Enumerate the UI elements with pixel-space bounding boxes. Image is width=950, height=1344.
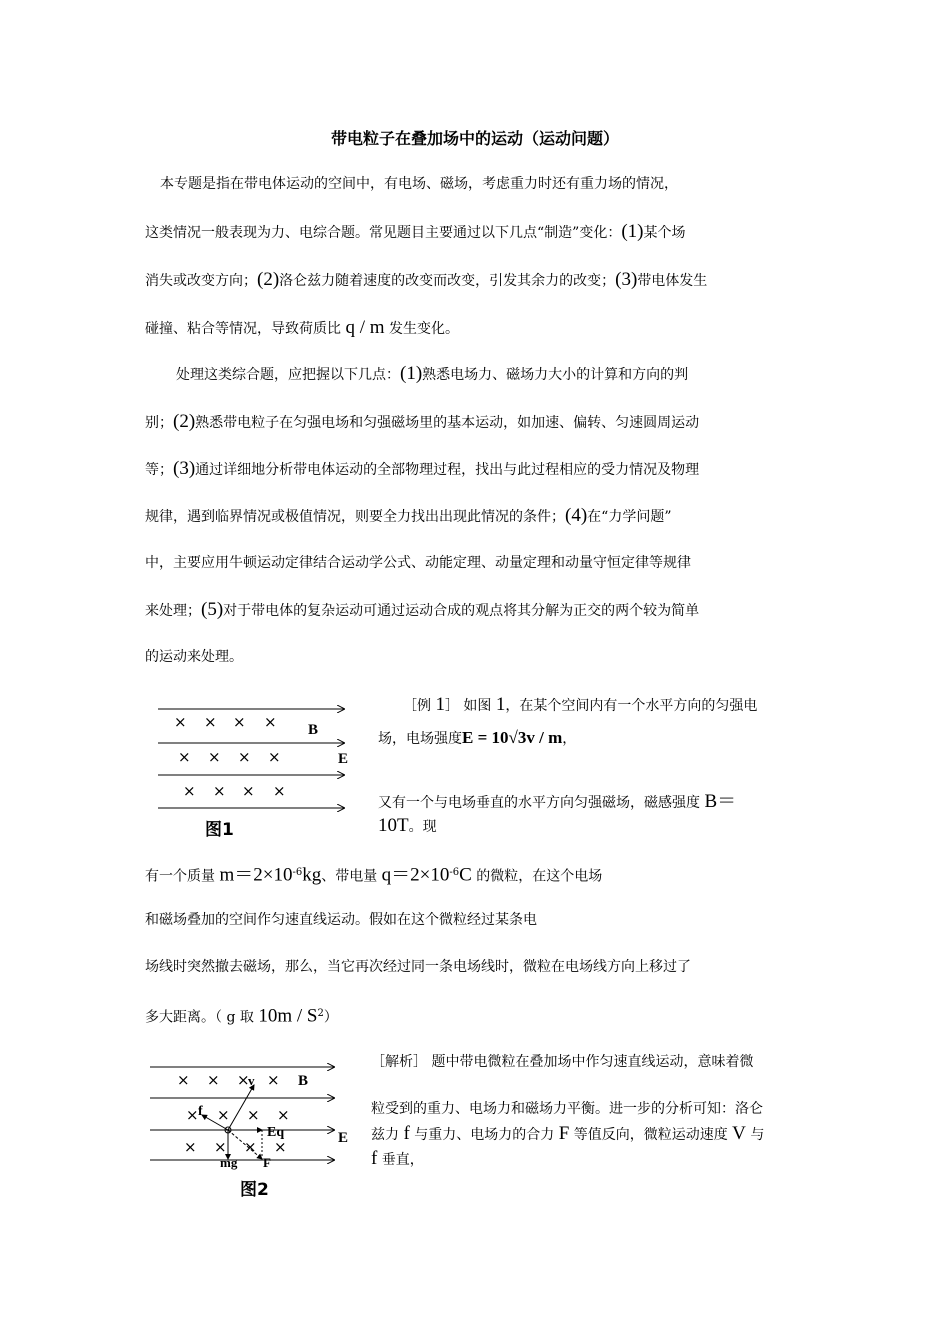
- text: 的微粒，在这个电场: [471, 868, 603, 885]
- num: V: [732, 1123, 746, 1144]
- cross-mark: ×: [242, 782, 255, 800]
- cross-mark: ×: [237, 1071, 250, 1089]
- method-line-5: [145, 553, 691, 573]
- cross-mark: ×: [204, 713, 217, 731]
- example-line-2: [378, 728, 576, 749]
- num: (4): [565, 505, 588, 526]
- text: ［解析］ 题中带电微粒在叠加场中作匀速直线运动，意味着微: [371, 1054, 754, 1070]
- page-title: 带电粒子在叠加场中的运动（运动问题）: [330, 129, 619, 148]
- num: 10m / S: [258, 1005, 318, 1027]
- cross-mark: ×: [238, 748, 251, 766]
- cross-mark: ×: [244, 1138, 257, 1156]
- analysis-line-3: [371, 1124, 764, 1145]
- num: 10T: [378, 815, 409, 836]
- text: 发生变化。: [384, 321, 459, 337]
- cross-mark: ×: [247, 1106, 260, 1124]
- num: m＝2×10: [219, 864, 293, 886]
- figure-1-diagram: [150, 695, 360, 845]
- text: 通过详细地分析带电体运动的全部物理过程，找出与此过程相应的受力情况及物理: [195, 462, 700, 478]
- figure-2-caption: 图2: [240, 1180, 269, 1200]
- label-f: f: [198, 1104, 203, 1119]
- example-line-8: [145, 1004, 338, 1028]
- text: 熟悉带电粒子在匀强电场和匀强磁场里的基本运动，如加速、偏转、匀速圆周运动: [195, 415, 700, 431]
- example-line-4: [378, 816, 437, 837]
- cross-mark: ×: [183, 782, 196, 800]
- text: 有一个质量: [145, 868, 220, 885]
- text: 规律，遇到临界情况或极值情况，则要全力找出出现此情况的条件；: [145, 509, 565, 525]
- method-line-7: [145, 647, 243, 667]
- num: (3): [173, 458, 196, 479]
- text: ［例: [403, 698, 436, 714]
- text: 在“力学问题”: [587, 509, 672, 525]
- text: 中，主要应用牛顿运动定律结合运动学公式、动能定理、动量定理和动量守恒定律等规律: [145, 555, 691, 571]
- text: 洛仑兹力随着速度的改变而改变，引发其余力的改变；: [279, 273, 616, 289]
- num: (3): [615, 269, 638, 290]
- num: (2): [257, 269, 280, 290]
- label-e: E: [338, 751, 349, 767]
- text: 与: [745, 1127, 765, 1143]
- cross-mark: ×: [274, 1138, 287, 1156]
- cross-mark: ×: [208, 748, 221, 766]
- cross-mark: ×: [178, 748, 191, 766]
- cross-mark: ×: [233, 713, 246, 731]
- method-line-2: [145, 412, 699, 433]
- text: 与重力、电场力的合力: [409, 1127, 559, 1143]
- num: (1): [621, 221, 644, 242]
- text: 熟悉电场力、磁场力大小的计算和方向的判: [422, 367, 689, 383]
- method-line-3: [145, 459, 699, 480]
- text: 。现: [408, 819, 437, 835]
- figure-2: [140, 1055, 360, 1205]
- text: 场，电场强度: [378, 731, 462, 747]
- num: (2): [173, 411, 196, 432]
- text: 消失或改变方向；: [145, 273, 257, 289]
- text: 碰撞、粘合等情况，导致荷质比: [145, 321, 346, 337]
- figure-2-diagram: [140, 1055, 360, 1205]
- text: 的运动来处理。: [145, 649, 243, 665]
- text: ］ 如图: [444, 698, 496, 714]
- num: q＝2×10: [381, 864, 450, 886]
- method-line-1: [176, 364, 688, 385]
- text: ，在某个空间内有一个水平方向的匀强电: [505, 698, 758, 714]
- label-v: v: [248, 1073, 255, 1088]
- exponent: 2: [317, 1008, 324, 1019]
- example-line-5: [145, 863, 602, 887]
- cross-mark: ×: [217, 1106, 230, 1124]
- analysis-line-1: [371, 1052, 753, 1072]
- text: 场线时突然撤去磁场，那么，当它再次经过同一条电场线时，微粒在电场线方向上移过了: [145, 959, 691, 975]
- cross-mark: ×: [268, 748, 281, 766]
- intro-line-1: [160, 174, 678, 194]
- text: 来处理；: [145, 603, 201, 619]
- num: C: [459, 864, 472, 886]
- cross-mark: ×: [207, 1071, 220, 1089]
- label-ff: F: [263, 1155, 271, 1170]
- label-e: E: [338, 1130, 349, 1146]
- num: (5): [201, 599, 224, 620]
- cross-mark: ×: [267, 1071, 280, 1089]
- text: 又有一个与电场垂直的水平方向匀强磁场，磁感强度: [378, 795, 705, 811]
- cross-mark: ×: [213, 782, 226, 800]
- intro-line-3: [145, 270, 707, 291]
- num: 1: [435, 694, 445, 715]
- figure-1: [150, 695, 360, 845]
- num: 1: [495, 694, 506, 715]
- num: f: [371, 1148, 378, 1169]
- text: 别；: [145, 415, 173, 431]
- cross-mark: ×: [277, 1106, 290, 1124]
- method-line-6: [145, 600, 699, 621]
- example-line-6: [145, 910, 537, 930]
- text: 带电体发生: [637, 273, 708, 289]
- cross-mark: ×: [273, 782, 286, 800]
- label-eq: Eq: [267, 1125, 285, 1140]
- num: f: [403, 1123, 410, 1144]
- intro-line-2: [145, 222, 685, 243]
- text: 等值反向，微粒运动速度: [569, 1127, 733, 1143]
- num: q / m: [345, 317, 385, 338]
- cross-mark: ×: [264, 713, 277, 731]
- label-mg: mg: [220, 1155, 238, 1170]
- cross-mark: ×: [177, 1071, 190, 1089]
- exponent: -6: [292, 867, 303, 878]
- text: 垂直，: [377, 1152, 424, 1168]
- text: 这类情况一般表现为力、电综合题。常见题目主要通过以下几点“制造”变化：: [145, 225, 622, 241]
- text: 和磁场叠加的空间作匀速直线运动。假如在这个微粒经过某条电: [145, 912, 537, 928]
- text: 粒受到的重力、电场力和磁场力平衡。进一步的分析可知：洛仑: [371, 1101, 763, 1117]
- example-line-3: [378, 792, 736, 813]
- text: 对于带电体的复杂运动可通过运动合成的观点将其分解为正交的两个较为简单: [223, 603, 700, 619]
- cross-mark: ×: [184, 1138, 197, 1156]
- text: ）: [323, 1009, 338, 1026]
- num: B＝: [704, 791, 737, 812]
- cross-mark: ×: [174, 713, 187, 731]
- label-b: B: [298, 1073, 309, 1089]
- num: F: [558, 1123, 570, 1144]
- text: ，: [562, 731, 577, 747]
- label-b: B: [308, 722, 319, 738]
- cross-mark: ×: [186, 1106, 199, 1124]
- text: 兹力: [371, 1127, 404, 1143]
- cross-mark: ×: [214, 1138, 227, 1156]
- analysis-line-2: [371, 1099, 763, 1119]
- text: 等；: [145, 462, 173, 478]
- electric-field-formula: E = 10√3v / m: [462, 728, 563, 747]
- analysis-line-4: [371, 1149, 424, 1170]
- figure-1-caption: 图1: [205, 820, 234, 840]
- text: 本专题是指在带电体运动的空间中，有电场、磁场，考虑重力时还有重力场的情况，: [160, 176, 678, 192]
- num: kg: [302, 864, 322, 886]
- text: 处理这类综合题，应把握以下几点：: [176, 367, 400, 383]
- text: 某个场: [643, 225, 686, 241]
- intro-line-4: [145, 318, 459, 339]
- exponent: -6: [449, 867, 460, 878]
- num: (1): [400, 363, 423, 384]
- example-line-7: [145, 957, 691, 977]
- text: 多大距离。（ g 取: [145, 1009, 259, 1026]
- example-line-1: [403, 695, 757, 716]
- method-line-4: [145, 506, 671, 527]
- text: 、带电量: [321, 868, 382, 885]
